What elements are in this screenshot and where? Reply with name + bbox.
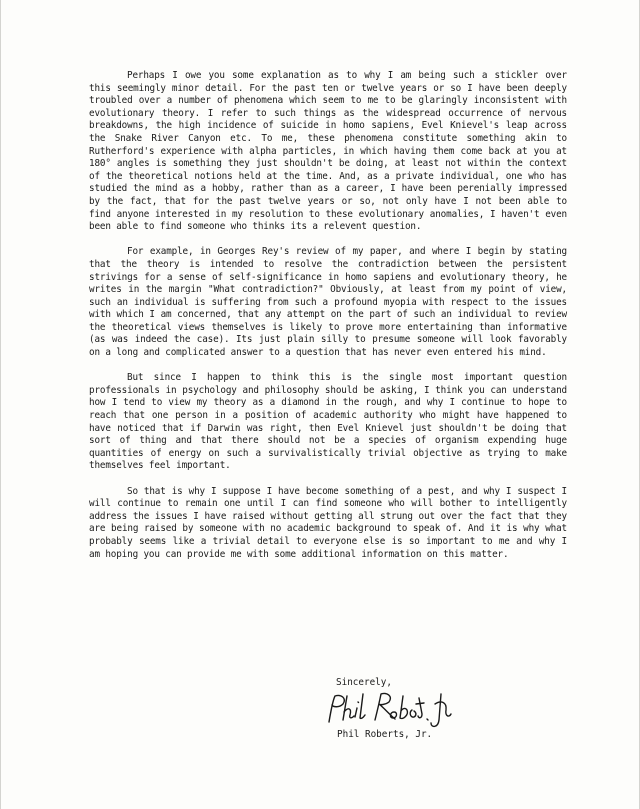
handwritten-signature	[323, 690, 453, 730]
paragraph-1: Perhaps I owe you some explanation as to why I am being such a stickler over this seemingly minor detail. For the past ten or twelve years or so I have been deeply troubled over a number of phenomena which seem to me to be glaringly inconsistent with evolutionary theory. I refer to such things as the widespread occurrence of nervous breakdowns, the high incidence of suicide in homo sapiens, Evel Knievel's leap across the Snake River Canyon etc. To me, these phenomena constitute something akin to Rutherford's experience with alpha particles, in which having them come back at you at 180° angles is something they just shouldn't be doing, at least not within the context of the theoretical notions held at the time. And, as a private individual, one who has studied the mind as a hobby, rather than as a career, I have been perenially impressed by the fact, that for the past twelve years or so, not only have I not been able to find anyone interested in my resolution to these evolutionary anomalies, I haven't even been able to find someone who thinks its a relevent question.	[89, 70, 567, 233]
paragraph-4: So that is why I suppose I have become something of a pest, and why I suspect I will continue to remain one until I can find someone who will bother to intelligently address the issues I have raised without getting all strung out over the fact that they are being raised by someone with no academic background to speak of. And it is why what probably seems like a trivial detail to everyone else is so important to me and why I am hoping you can provide me with some additional information on this matter.	[89, 485, 567, 560]
paragraph-2: For example, in Georges Rey's review of my paper, and where I begin by stating that the theory is intended to resolve the contradiction between the persistent strivings for a sense of self-significance in homo sapiens and evolutionary theory, he writes in the margin "What contradiction?" Obviously, at least from my point of view, such an individual is suffering from such a profound myopia with respect to the issues with which I am concerned, that any attempt on the part of such an individual to review the theoretical views themselves is likely to prove more entertaining than informative (as was indeed the case). Its just plain silly to presume someone will look favorably on a long and complicated answer to a question that has never even entered his mind.	[89, 246, 567, 359]
closing-salutation: Sincerely,	[336, 677, 392, 688]
letter-body	[89, 70, 567, 574]
paragraph-3: But since I happen to think this is the single most important question professionals in psychology and philosophy should be asking, I think you can understand how I tend to view my theory as a diamond in the rough, and why I continue to hope to reach that one person in a position of academic authority who might have happened to have noticed that if Darwin was right, then Evel Knievel just shouldn't be doing that sort of thing and that there should not be a species of organism expending huge quantities of energy on such a survivalistically trivial objective as trying to make themselves feel important.	[89, 372, 567, 472]
signer-name: Phil Roberts, Jr.	[337, 729, 433, 740]
